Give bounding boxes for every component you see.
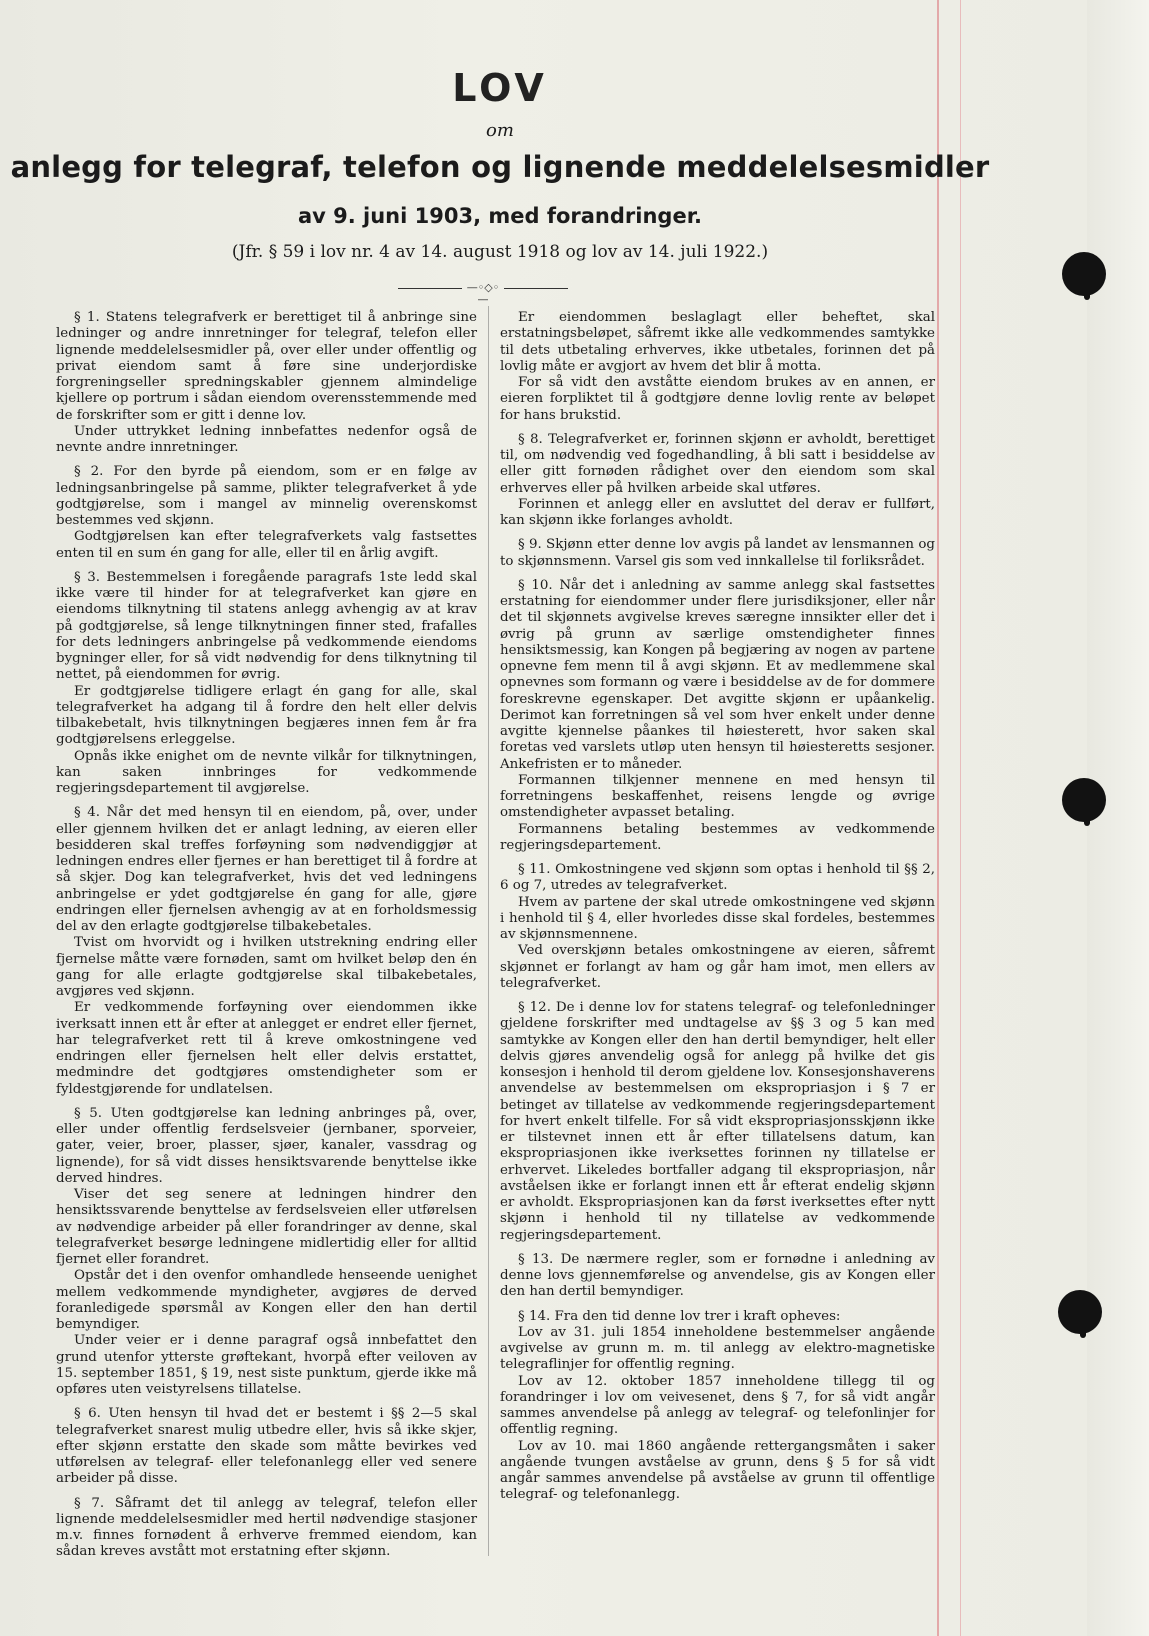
paragraph: Lov av 12. oktober 1857 inneholdene tillegg til og forandringer i lov om veivesenet, dens § 7, for så vidt angår sammes anvendelse på anlegg av telegraf- og telefonlinjer for offentlig regning. [500, 1373, 935, 1438]
paragraph: Lov av 31. juli 1854 inneholdene bestemmelser angående avgivelse av grunn m. m. til anlegg av elektro-magnetiske telegraflinjer for offentlig regning. [500, 1324, 935, 1373]
law-title-om: om [486, 120, 514, 141]
paragraph: § 8. Telegrafverket er, forinnen skjønn er avholdt, berettiget til, om nødvendig ved fogedhandling, å bli satt i besiddelse av eller gitt fornøden rådighet over den eiendom som skal erhverves eller på hvilken arbeide skal utføres. [500, 431, 935, 496]
punch-hole-icon [1058, 1290, 1102, 1334]
paragraph: Formannens betaling bestemmes av vedkommende regjeringsdepartement. [500, 821, 935, 853]
paragraph: § 12. De i denne lov for statens telegraf- og telefonledninger gjeldene forskrifter med undtagelse av §§ 3 og 5 kan med samtykke av Kongen eller den han dertil bemyndiger, helt eller delvis gjøres anvendelig også for anlegg på hvilke det gis konsesjon i henhold til derom gjeldene lov. Konsesjonshaverens anvendelse av bestemmelsen om ekspropriasjon i § 7 er betinget av tillatelse av vedkommende regjeringsdepartement for hvert enkelt tilfelle. For så vidt ekspropriasjonsskjønn ikke er tilstevnet innen ett år efter tillatelsens datum, kan ekspropriasjonen ikke iverksettes forinnen ny tillatelse er erhvervet. Likeledes bortfaller adgang til ekspropriasjon, når avståelsen ikke er forlangt innen ett år efterat endelig skjønn er avholdt. Ekspropriasjonen kan da først iverksettes efter nytt skjønn i henhold til ny tillatelse av vedkommende regjeringsdepartement. [500, 1000, 935, 1243]
law-title: LOV [452, 66, 548, 110]
paragraph: Forinnen et anlegg eller en avsluttet del derav er fullført, kan skjønn ikke forlanges avholdt. [500, 496, 935, 528]
column-divider [488, 306, 489, 1556]
paragraph: § 6. Uten hensyn til hvad det er bestemt i §§ 2—5 skal telegrafverket snarest mulig utbedre eller, hvis så ikke skjer, efter skjønn erstatte den skade som måtte bevirkes ved utførelsen av telegraf- eller telefonanlegg eller ved senere arbeider på disse. [56, 1406, 477, 1487]
paragraph: For så vidt den avståtte eiendom brukes av en annen, er eieren forpliktet til å godtgjøre denne lovlig rente av beløpet for hans brukstid. [500, 375, 935, 423]
paragraph: Under veier er i denne paragraf også innbefattet den grund utenfor ytterste grøftekant, hvorpå efter veiloven av 15. september 1851, § 19, nest siste punktum, gjerde ikke må opføres uten veistyrelsens tillatelse. [56, 1333, 477, 1397]
paragraph: § 11. Omkostningene ved skjønn som optas i henhold til §§ 2, 6 og 7, utredes av telegrafverket. [500, 862, 935, 894]
left-column [56, 310, 477, 1569]
paragraph: § 13. De nærmere regler, som er fornødne i anledning av denne lovs gjennemførelse og anvendelse, gis av Kongen eller den han dertil bemyndiger. [500, 1251, 935, 1300]
paragraph: Godtgjørelsen kan efter telegrafverkets valg fastsettes enten til en sum én gang for alle, eller til en årlig avgift. [56, 529, 477, 561]
paragraph: § 4. Når det med hensyn til en eiendom, på, over, under eller gjennem hvilken det er anlagt ledning, av eieren eller besidderen skal treffes forføyning som nødvendiggjør at ledningen endres eller fjernes er han berettiget til å fordre at så skjer. Dog kan telegrafverket, hvis det ved ledningens anbringelse er ydet godtgjørelse én gang for alle, gjøre endringen eller fjernelsen avhengig av at en forholdsmessig del av den erlagte godtgjørelse tilbakebetales. [56, 805, 477, 934]
paragraph: Viser det seg senere at ledningen hindrer den hensiktssvarende benyttelse av ferdselsveien eller utførelsen av nødvendige arbeider på eller forandringer av denne, skal telegrafverket besørge ledningene midlertidig eller for alltid fjernet eller forandret. [56, 1187, 477, 1267]
paragraph: Under uttrykket ledning innbefattes nedenfor også de nevnte andre innretninger. [56, 423, 477, 455]
paragraph: § 7. Såframt det til anlegg av telegraf, telefon eller lignende meddelelsesmidler med hertil nødvendige stasjoner m.v. finnes fornødent å erhverve fremmed eiendom, kan sådan kreves avstått mot erstatning efter skjønn. [56, 1495, 477, 1560]
paragraph: Hvem av partene der skal utrede omkostningene ved skjønn i henhold til § 4, eller hvorledes disse skal fordeles, bestemmes av skjønnsmennene. [500, 894, 935, 942]
paragraph: Opstår det i den ovenfor omhandlede henseende uenighet mellem vedkommende myndigheter, avgjøres de derved foranledigede spørsmål av Kongen eller den han dertil bemyndiger. [56, 1268, 477, 1332]
law-reference: (Jfr. § 59 i lov nr. 4 av 14. august 1918 og lov av 14. juli 1922.) [231, 242, 769, 262]
paragraph: Tvist om hvorvidt og i hvilken utstrekning endring eller fjernelse måtte være fornøden, samt om hvilket beløp den én gang for alle erlagte godtgjørelse skal tilbakebetales, avgjøres ved skjønn. [56, 935, 477, 999]
paragraph: § 5. Uten godtgjørelse kan ledning anbringes på, over, eller under offentlig ferdselsveier (jernbaner, sporveier, gater, veier, broer, plasser, sjøer, kanaler, vassdrag og lignende), for så vidt disses hensiktsvarende benyttelse ikke derved hindres. [56, 1105, 477, 1186]
paragraph: § 14. Fra den tid denne lov trer i kraft opheves: [518, 1308, 841, 1324]
paragraph: § 10. Når det i anledning av samme anlegg skal fastsettes erstatning for eiendommer under flere jurisdiksjoner, eller når det til skjønnets avgivelse kreves særegne innsikter eller det i øvrig på grunn av særlige omstendigheter finnes hensiktsmessig, kan Kongen på begjæring av nogen av partene opnevne fem menn til å avgi skjønn. Et av medlemmene skal opnevnes som formann og være i besiddelse av de for dommere foreskrevne egenskaper. Det avgitte skjønn er upåankelig. Derimot kan forretningen så vel som hver enkelt under denne avgitte kjennelse påankes til høiesterett, hvor saken skal foretas ved varslets utløp uten hensyn til høiesteretts sesjoner. Ankefristen er to måneder. [500, 577, 935, 772]
paragraph: Er eiendommen beslaglagt eller beheftet, skal erstatningsbeløpet, såfremt ikke alle vedkommendes samtykke til dets utbetaling erhverves, ikke utbetales, forinnen det på lovlig måte er avgjort av hvem det blir å motta. [500, 310, 935, 374]
paragraph: § 9. Skjønn etter denne lov avgis på landet av lensmannen og to skjønnsmenn. Varsel gis som ved innkallelse til forliksrådet. [500, 537, 935, 569]
punch-hole-icon [1062, 252, 1106, 296]
law-subtitle: anlegg for telegraf, telefon og lignende meddelelsesmidler [10, 150, 990, 184]
punch-hole-icon [1062, 778, 1106, 822]
law-date-line: av 9. juni 1903, med forandringer. [297, 204, 703, 228]
paragraph: Ved overskjønn betales omkostningene av eieren, såfremt skjønnet er forlangt av ham og går ham imot, men ellers av telegrafverket. [500, 943, 935, 991]
paragraph: Er vedkommende forføyning over eiendommen ikke iverksatt innen ett år efter at anlegget er endret eller fjernet, har telegrafverket rett til å kreve omkostningene ved endringen eller fjernelsen helt eller delvis erstattet, medmindre det godtgjøres omstendigheter som er fyldestgjørende for undlatelsen. [56, 1000, 477, 1097]
paragraph: Opnås ikke enighet om de nevnte vilkår for tilknytningen, kan saken innbringes for vedkommende regjeringsdepartement til avgjørelse. [56, 748, 477, 796]
ornament-glyph: —◦◇◦— [466, 281, 500, 306]
paragraph: Formannen tilkjenner mennene en med hensyn til forretningens beskaffenhet, reisens lengde og øvrige omstendigheter avpasset betaling. [500, 772, 935, 821]
paragraph: § 3. Bestemmelsen i foregående paragrafs 1ste ledd skal ikke være til hinder for at telegrafverket kan gjøre en eiendoms tilknytning til statens anlegg avhengig av at krav på godtgjørelse, så lenge tilknytningen finner sted, frafalles for dets ledningers anbringelse på vedkommende eiendoms bygninger eller, for så vidt nødvendig for dens tilknytning til nettet, på eiendommen for øvrig. [56, 569, 477, 683]
paragraph: § 2. For den byrde på eiendom, som er en følge av ledningsanbringelse på samme, plikter telegrafverket å yde godtgjørelse, som i mangel av minnelig overenskomst bestemmes ved skjønn. [56, 464, 477, 528]
right-column [500, 310, 935, 1512]
paragraph: § 1. Statens telegrafverk er berettiget til å anbringe sine ledninger og andre innretninger for telegraf, telefon eller lignende meddelelsesmidler på, over eller under offentlig og privat eiendom samt å føre sine underjordiske forgreningseller spredningskabler gjennem almindelige kjellere op portrum i sådan eiendom overensstemmende med de forskrifter som er gitt i denne lov. [56, 310, 477, 423]
ornament-divider [398, 281, 568, 306]
paragraph: Er godtgjørelse tidligere erlagt én gang for alle, skal telegrafverket ha adgang til å fordre den helt eller delvis tilbakebetalt, hvis tilknytningen begjæres innen fem år fra godtgjørelsens erleggelse. [56, 683, 477, 748]
paragraph: Lov av 10. mai 1860 angående rettergangsmåten i saker angående tvungen avståelse av grunn, dens § 5 for så vidt angår sammes anvendelse på avståelse av grunn til offentlige telegraf- og telefonanlegg. [500, 1438, 935, 1503]
